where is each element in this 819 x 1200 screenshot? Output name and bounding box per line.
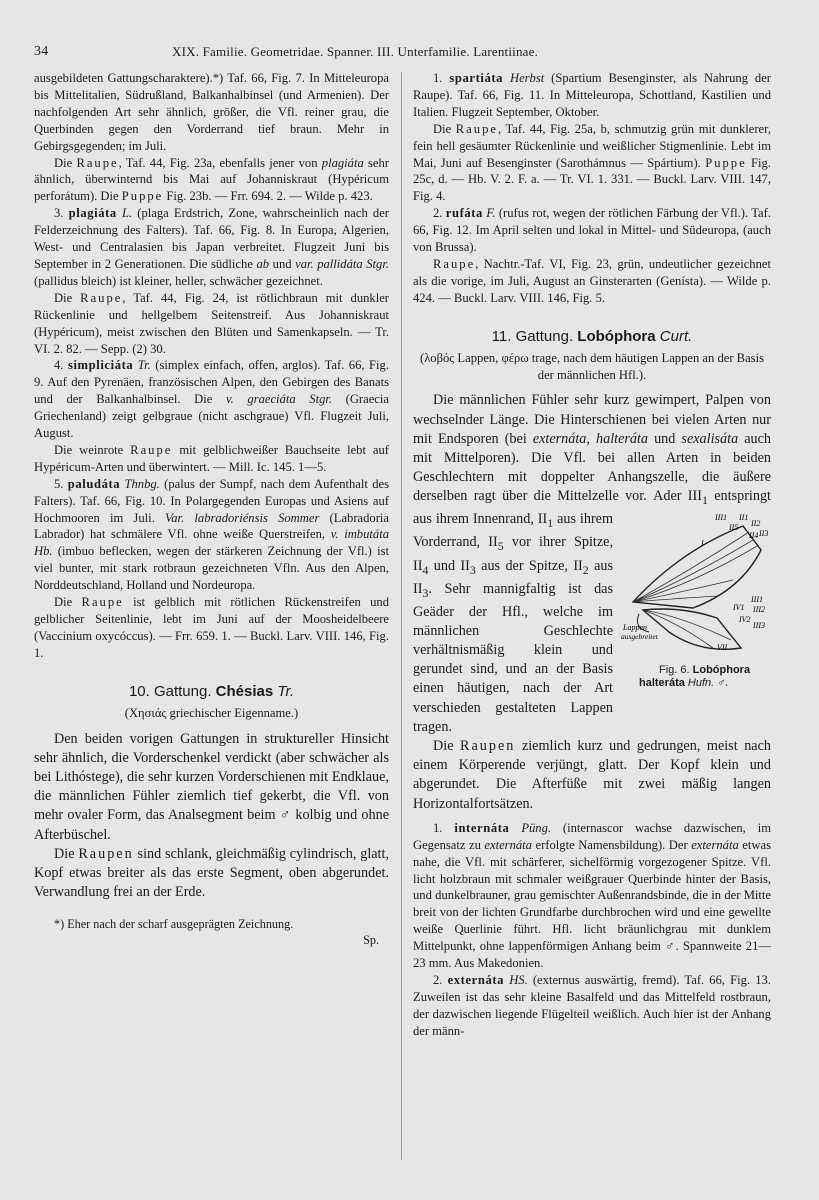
genus-heading: 11. Gattung. Lobóphora Curt. <box>491 327 693 345</box>
paragraph: Die männlichen Fühler sehr kurz gewimpert, Palpen von wechselnder Länge. Die Hinterschienen bei vielen Arten nur mit Endsporen (bei externáta, halteráta und sexalisáta auch mit Mittelporen). Die Vfl. bei allen Arten in beiden Geschlechtern mit doppelter Anhangszelle, die äußere derselben ragt über die Mittelzelle vor. III1 II1 II2 II3 II4 II5 I IV1 IV2 VII III1 III2 III3 Lappen ausgebreitet Fig. 6. Lobóphora halteráta Hufn. ♂. Ader $III_1$ entspringt aus ihrem Innenrand, $II_1$ aus ihrem Vorderrand, $II_5$ vor ihrer Spitze, $II_4$ und $II_3$ aus der Spitze, $II_2$ aus $II_3$. Sehr mannigfaltig ist das Geäder der Hfl., welche im männlichen Geschlechte verhältnismäßig klein und gerundet sind, und an der Basis einen häutigen, nach der Art verschieden gestalteten Lappen tragen. <box>413 392 772 735</box>
vein-label: II2 <box>751 519 761 529</box>
species-entry: 5. paludáta Thnbg. (palus der Sumpf, nach dem Aufenthalt des Falters). Taf. 66, Fig. 10. In Polargegenden Europas und Asiens auf Hochmooren im Juli. Var. labradoriénsis Sommer (Labradoria Labrador) hat schmälere Vfl. ohne weiße Querstreifen, v. imbutáta Hb. (imbuo beflecken, wegen der stärkeren Zeichnung der Vfl.) ist viel bunter, mit stark rotbraun gezeichneten Vfln. Aus den Alpen, Norddeutschland, Holland und Nordeuropa. <box>34 476 389 593</box>
species-entry: 1. spartiáta Herbst (Spartium Besenginster, als Nahrung der Raupe). Taf. 66, Fig. 11. In Mitteleuropa, Schottland, Kastilien und Italien. Flugzeit September, Oktober. <box>413 71 772 119</box>
figure-label-ausgebreitet: ausgebreitet <box>621 632 658 642</box>
vein-label: I <box>701 539 704 549</box>
genus-etymology: (λοβός Lappen, φέρω trage, nach dem häutigen Lappen an der Basis der männlichen Hfl.). <box>420 350 764 382</box>
paragraph: Die Raupen ziemlich kurz und gedrungen, meist nach einem Körperende verjüngt, glatt. Der Kopf klein und abgerundet. Die Afterfüße mit zwei mäßig langen Horizontalfortsätzen. <box>413 738 771 812</box>
genus-heading: 10. Gattung. Chésias Tr. <box>128 682 295 700</box>
paragraph: Die Raupe, Taf. 44, Fig. 25a, b, schmutzig grün mit dunklerer, fein hell gesäumter Rückenlinie und weißlicher Stigmenlinie. Lebt im Mai, Juni auf Besenginster (Sarothámnus — Spártium). Puppe Fig. 25c, d. — Hb. V. 2. F. a. — Tr. VI. 1. 331. — Buckl. Larv. VIII. 147, Fig. 4. <box>413 121 771 204</box>
paragraph: Die Raupen sind schlank, gleichmäßig cylindrisch, glatt, Kopf etwas breiter als das erste Segment, oben abgerundet. Verwandlung frei an der Erde. <box>34 845 389 901</box>
vein-label: II5 <box>729 523 739 533</box>
species-entry: 2. rufáta F. (rufus rot, wegen der rötlichen Färbung der Vfl.). Taf. 66, Fig. 12. Im April selten und lokal in Mittel- und Südeuropa, (auch von Brussa). <box>413 206 771 255</box>
figure-caption: Fig. 6. Lobóphora halteráta Hufn. ♂. <box>639 664 751 690</box>
paragraph: Den beiden vorigen Gattungen in struktureller Hinsicht sehr ähnlich, die Vorderschenkel verdickt (aber schwächer als bei Lithóstege), die sehr kurzen Vorderschienen mit Endklaue, die männlichen Fühler ziemlich tief gekerbt, die Vfl. von mehr ovaler Form, das Analsegment beim ♂ kolbig und ohne Afterbüschel. <box>34 730 389 843</box>
species-entry: 2. externáta HS. (externus auswärtig, fremd). Taf. 66, Fig. 13. Zuweilen ist das sehr kleine Basalfeld und das Mittelfeld rostbraun, der dazwischen liegende Flügelteil weißlich. Auch hier ist der Anhang der männ- <box>413 972 771 1038</box>
vein-label: II3 <box>759 529 769 539</box>
running-header <box>34 44 774 64</box>
paragraph: Die weinrote Raupe mit gelblichweißer Bauchseite lebt auf Hypéricum-Arten und überwintert. — Mill. Ic. 145. 1—5. <box>34 442 389 474</box>
species-name: plagiáta <box>68 206 117 221</box>
species-name: rufáta <box>445 206 483 221</box>
vein-label: II4 <box>749 531 759 541</box>
vein-label: III3 <box>753 621 765 631</box>
header-title: XIX. Familie. Geometridae. Spanner. III. Unterfamilie. Larentiinae. <box>172 44 539 59</box>
species-name: paludáta <box>67 476 121 491</box>
genus-etymology: (Χησιάς griechischer Eigenname.) <box>124 705 299 720</box>
paragraph: ausgebildeten Gattungscharaktere).*) Taf. 66, Fig. 7. In Mitteleuropa bis Mittelitalien, Südrußland, Balkanhalbinsel (und Armenien). Der nachfolgenden Art sehr ähnlich, größer, die Vfl. reiner grau, die Querbinden gegen den Vorderrand tief braun. Mehr in Gebirgsgegenden; im Juli. <box>34 71 389 153</box>
page-number: 34 <box>34 44 49 59</box>
right-column <box>413 70 771 1040</box>
species-entry: 1. internáta Püng. (internascor wachse dazwischen, im Gegensatz zu externáta erfolgte Namensbildung). Der externáta etwas nahe, die Vfl. mit schärferer, sichelförmig vorgezogener Spitze. Vfl. licht holzbraun mit schmaler weißgrauer Querbinde hinter der Basis, und dunkelbrauner, grau gemischter Außenrandsbinde, die in der Mitte breit von der lichten Grundfarbe durchbrochen wird und eine gewellte weiße Querlinie führt. Hfl. licht bräunlichgrau mit dunklem Mittelpunkt, ohne lappenförmigen Anhang beim ♂. Spannweite 21—23 mm. Aus Makedonien. <box>413 820 771 971</box>
vein-label: III1 <box>751 595 763 605</box>
footnote: *) Eher nach der scharf ausgeprägten Zeichnung. Sp. <box>54 917 379 948</box>
figure-label-lappen: Lappen <box>623 623 647 633</box>
column-divider <box>401 72 402 1160</box>
paragraph: Die Raupe ist gelblich mit rötlichen Rückenstreifen und gelblicher Seitenlinie, lebt im Juni auf der Moosheidelbeere (Vaccinium oxycóccus). — Frr. 659. 1. — Buckl. Larv. VIII. 146, Fig. 1. <box>34 595 389 660</box>
wing-diagram <box>621 510 771 660</box>
vein-label: IV1 <box>733 603 745 613</box>
vein-label: IV2 <box>739 615 751 625</box>
left-column <box>34 70 389 948</box>
vein-label: VII <box>717 643 728 653</box>
species-name: internáta <box>454 820 510 835</box>
species-entry: 4. simpliciáta Tr. (simplex einfach, offen, arglos). Taf. 66, Fig. 9. Auf den Pyrenäen, französischen Alpen, den Gebirgen des Banats und der Balkanhalbinsel. Die v. graeciáta Stgr. (Graecia Griechenland) zeigt gelbgraue (nicht aschgraue) Vfl. Flugzeit Juli, August. <box>34 358 389 441</box>
vein-label: III1 <box>715 513 727 523</box>
paragraph: Raupe, Nachtr.-Taf. VI, Fig. 23, grün, undeutlicher gezeichnet als die vorige, im Juli, August an Ginsterarten (Genísta). — Wilde p. 424. — Buckl. Larv. VIII. 146, Fig. 5. <box>413 256 771 305</box>
paragraph: Die Raupe, Taf. 44, Fig. 23a, ebenfalls jener von plagiáta sehr ähnlich, überwinternd bis Mai auf Johanniskraut (Hypéricum perforátum). Die Puppe Fig. 23b. — Frr. 694. 2. — Wilde p. 423. <box>34 155 389 204</box>
species-name: spartiáta <box>449 71 504 85</box>
paragraph: Die Raupe, Taf. 44, Fig. 24, ist rötlichbraun mit dunkler Rückenlinie und hellgelbem Seitenstreif. Aus Johanniskraut (Hypéricum), meist zwischen den Blüten und Samenkapseln. — Tr. VI. 2. 82. — Sepp. (2) 30. <box>34 290 389 356</box>
wing-venation-figure <box>621 510 771 710</box>
vein-label: II1 <box>739 513 749 523</box>
vein-label: III2 <box>753 605 765 615</box>
species-entry: 3. plagiáta L. (plaga Erdstrich, Zone, wahrscheinlich nach der Felderzeichnung des Falters). Taf. 66, Fig. 8. In Europa, Algerien, West- und Centralasien bis Japan verbreitet. Flugzeit Juni bis September in 2 Generationen. Die südliche ab und var. pallidáta Stgr. (pallidus bleich) ist kleiner, heller, schwächer gezeichnet. <box>34 206 390 288</box>
species-name: simpliciáta <box>67 358 134 373</box>
species-name: externáta <box>447 972 505 987</box>
